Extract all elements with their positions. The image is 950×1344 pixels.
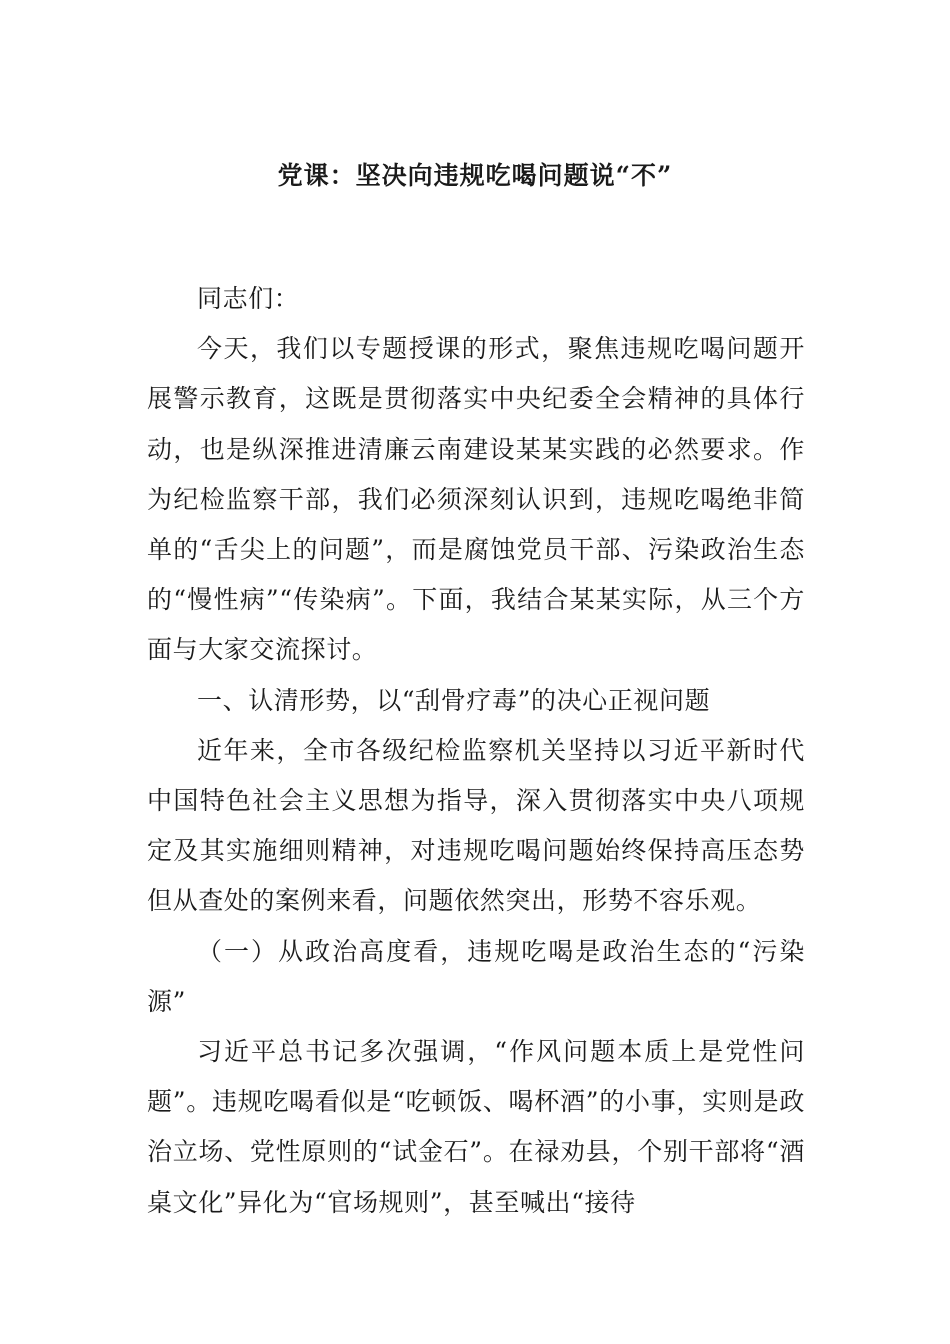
section-heading-1: 一、认清形势，以“刮骨疗毒”的决心正视问题 bbox=[197, 685, 711, 715]
subsection-heading-1: （一）从政治高度看，违规吃喝是政治生态的“污染源” bbox=[147, 936, 805, 1016]
document-body bbox=[147, 274, 805, 1228]
salutation: 同志们： bbox=[197, 284, 300, 313]
paragraph-intro: 今天，我们以专题授课的形式，聚焦违规吃喝问题开展警示教育，这既是贯彻落实中央纪委全会精神的具体行动，也是纵深推进清廉云南建设某某实践的必然要求。作为纪检监察干部，我们必须深刻认识到，违规吃喝绝非简单的“舌尖上的问题”，而是腐蚀党员干部、污染政治生态的“慢性病”“传染病”。下面，我结合某某实际，从三个方面与大家交流探讨。 bbox=[147, 334, 805, 665]
paragraph-situation: 近年来，全市各级纪检监察机关坚持以习近平新时代中国特色社会主义思想为指导，深入贯彻落实中央八项规定及其实施细则精神，对违规吃喝问题始终保持高压态势但从查处的案例来看，问题依然突出，形势不容乐观。 bbox=[147, 735, 805, 916]
document-title: 党课：坚决向违规吃喝问题说“不” bbox=[277, 161, 673, 190]
paragraph-political: 习近平总书记多次强调，“作风问题本质上是党性问题”。违规吃喝看似是“吃顿饭、喝杯酒”的小事，实则是政治立场、党性原则的“试金石”。在禄劝县，个别干部将“酒桌文化”异化为“官场规则”，甚至喊出“接待 bbox=[147, 1037, 805, 1217]
